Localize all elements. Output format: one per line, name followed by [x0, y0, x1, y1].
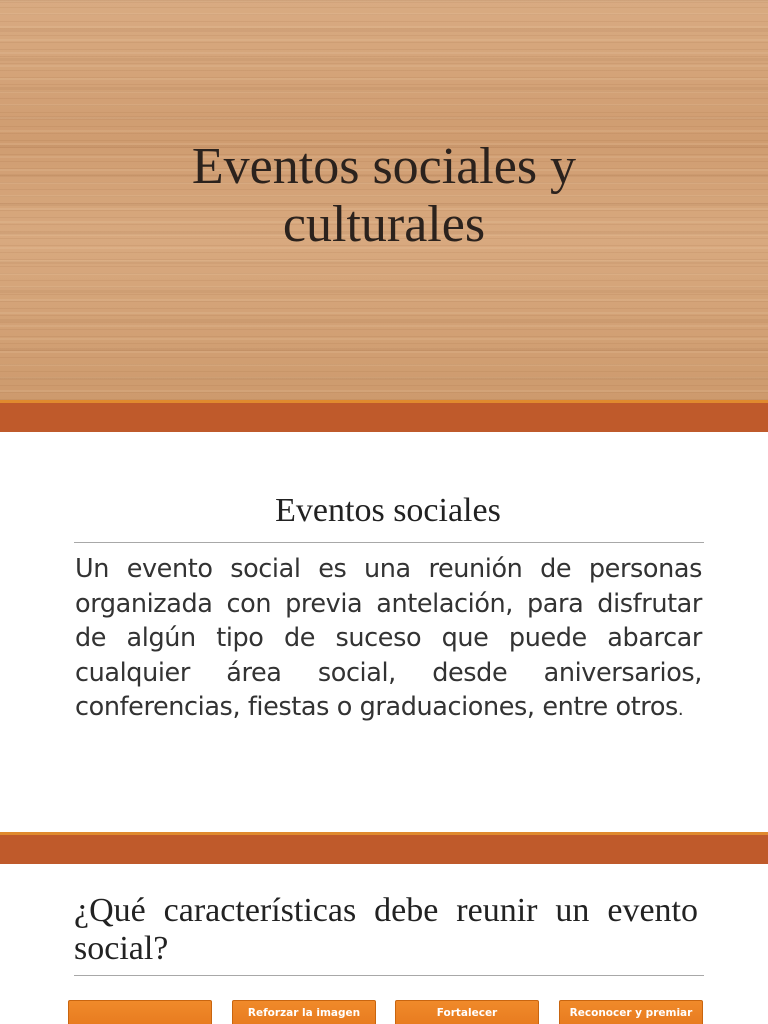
characteristic-card [68, 1000, 212, 1024]
title-slide [0, 0, 768, 400]
slide-divider-band [0, 832, 768, 864]
slide-divider-band [0, 400, 768, 432]
heading-rule [74, 975, 704, 976]
characteristic-card: Reconocer y premiar [559, 1000, 703, 1024]
question-heading: ¿Qué características debe reunir un evento social? [74, 892, 698, 967]
characteristic-card: Fortalecer [395, 1000, 539, 1024]
definition-text: Un evento social es una reunión de personas organizada con previa antelación, para disfrutar de algún tipo de suceso que puede abarcar cualquier área social, desde aniversarios, conferencias, fiestas o graduaciones, entre otros [75, 554, 702, 722]
heading-rule [74, 542, 704, 543]
section-heading: Eventos sociales [275, 492, 501, 529]
characteristic-card: Reforzar la imagen [232, 1000, 376, 1024]
definition-paragraph [75, 552, 702, 728]
definition-end-mark: . [677, 699, 684, 720]
title-slide-heading: Eventos sociales y culturales [191, 138, 577, 253]
characteristics-cards [68, 998, 708, 1024]
